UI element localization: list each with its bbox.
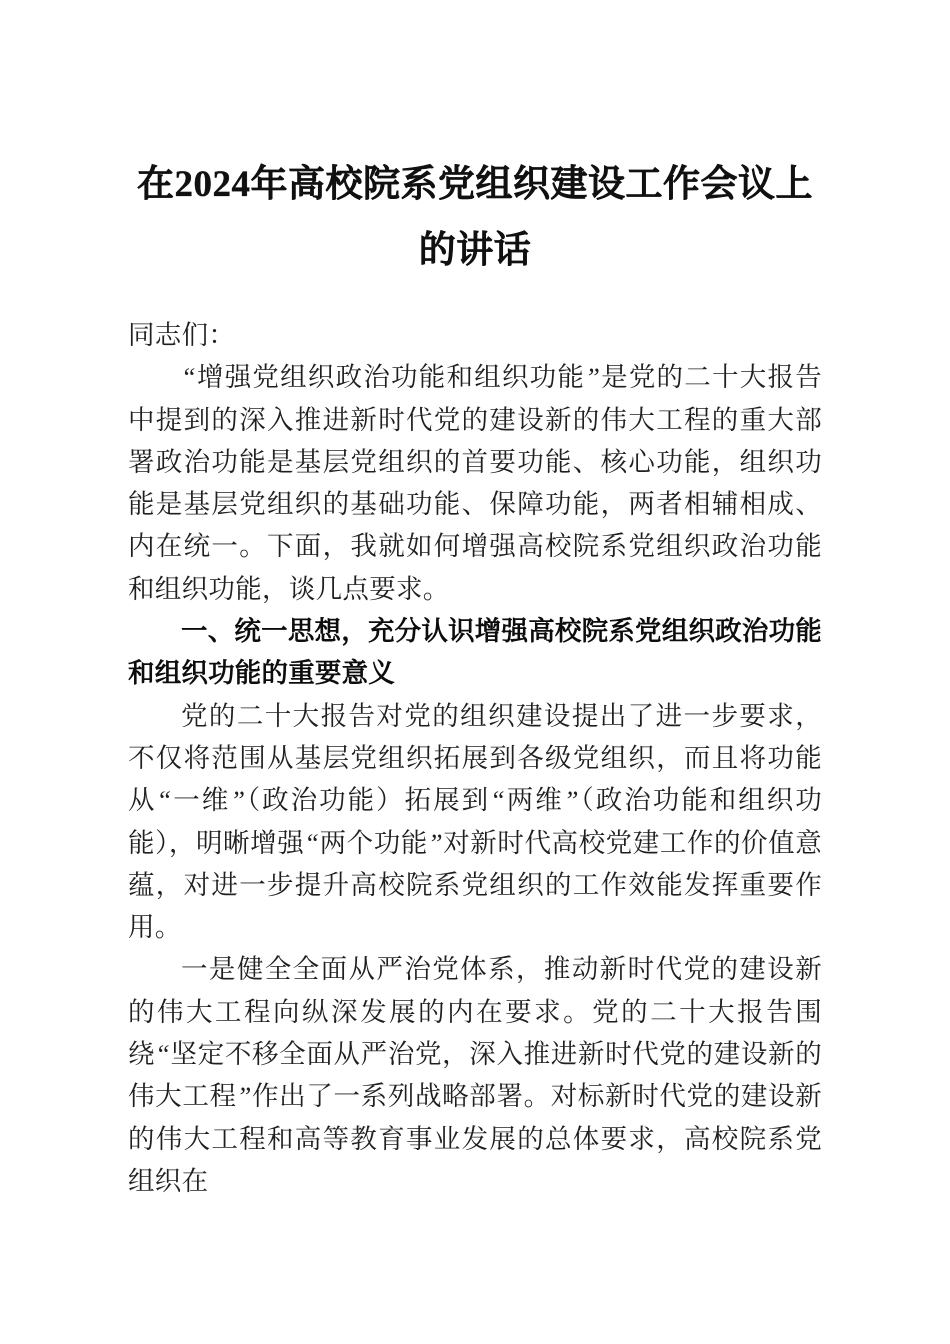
- page-title-line-2: 的讲话: [418, 230, 532, 271]
- paragraph-3-rest: 党的二十大报告围绕“坚定不移全面从严治党，深入推进新时代党的建设新的伟大工程”作出了一系列战略部署。对标新时代党的建设新的伟大工程和高等教育事业发展的总体要求，高校院系党组织在: [128, 996, 822, 1196]
- paragraph-2: 党的二十大报告对党的组织建设提出了进一步要求，不仅将范围从基层党组织拓展到各级党组织，而且将功能从“一维”（政治功能）拓展到“两维”（政治功能和组织功能），明晰增强“两个功能”对新时代高校党建工作的价值意蕴，对进一步提升高校院系党组织的工作效能发挥重要作用。: [128, 700, 822, 943]
- paragraph-1: “增强党组织政治功能和组织功能”是党的二十大报告中提到的深入推进新时代党的建设新的伟大工程的重大部署政治功能是基层党组织的首要功能、核心功能，组织功能是基层党组织的基础功能、保障功能，两者相辅相成、内在统一。下面，我就如何增强高校院系党组织政治功能和组织功能，谈几点要求。: [128, 362, 822, 604]
- salutation: 同志们：: [128, 320, 236, 350]
- section-heading-1: 一、统一思想，充分认识增强高校院系党组织政治功能和组织功能的重要意义: [128, 616, 822, 689]
- document-body: [128, 284, 822, 1202]
- page-title-line-1: 在2024年高校院系党组织建设工作会议上: [137, 164, 813, 205]
- document-content: [128, 0, 822, 1202]
- page-title: [128, 0, 822, 284]
- paragraph-3: [128, 948, 822, 1202]
- paragraph-3-lead: 一是健全全面从严治党体系，推动新时代党的建设新的伟大工程向纵深发展的内在要求。: [128, 954, 822, 1027]
